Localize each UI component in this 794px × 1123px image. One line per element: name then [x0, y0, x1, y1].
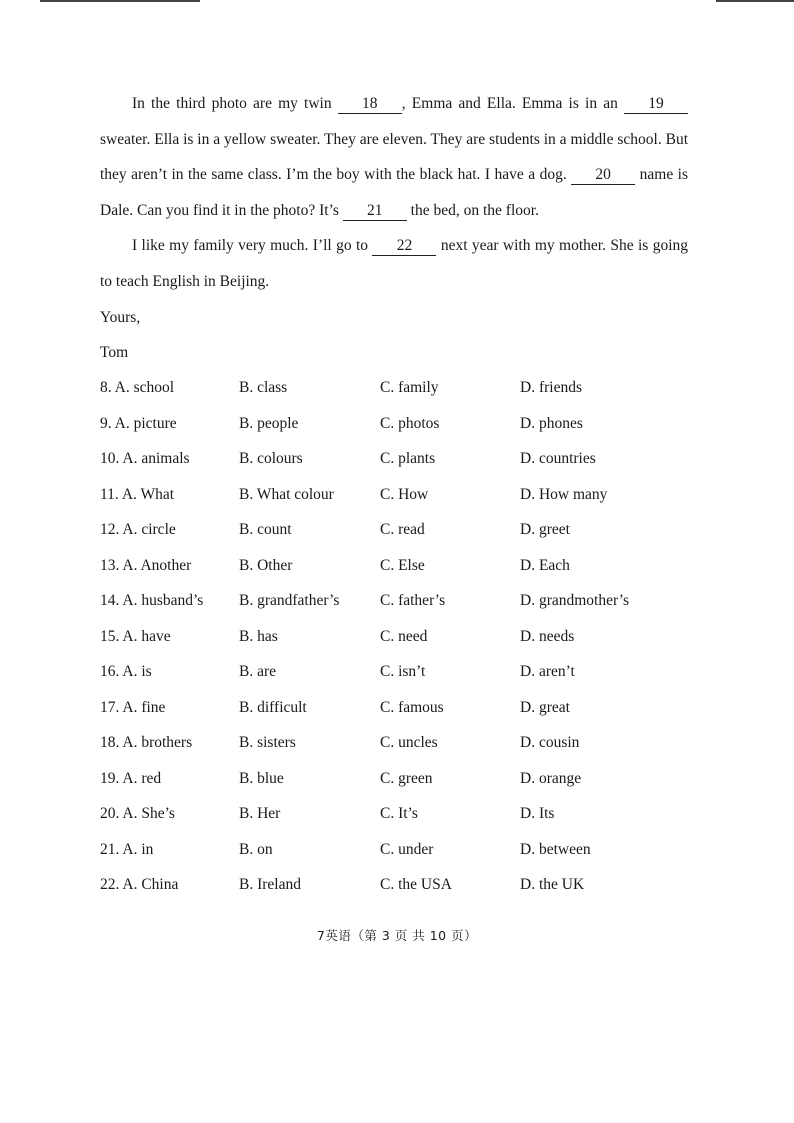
option-choice[interactable]: 20. A. She’s: [100, 805, 175, 822]
option-choice[interactable]: D. aren’t: [520, 663, 575, 680]
passage-text: In the third photo are my twin: [132, 95, 338, 112]
option-choice[interactable]: 12. A. circle: [100, 521, 176, 538]
page-footer: 7英语（第 3 页 共 10 页）: [316, 928, 478, 943]
option-choice[interactable]: C. under: [380, 840, 434, 858]
passage-text: I like my family very much. I’ll go to: [132, 237, 373, 254]
option-choice[interactable]: 10. A. animals: [100, 450, 190, 467]
answer-blank[interactable]: 18: [338, 95, 402, 114]
option-choice[interactable]: 9. A. picture: [100, 414, 177, 432]
question-row: [100, 557, 700, 581]
option-choice[interactable]: B. grandfather’s: [239, 592, 340, 609]
question-row: [100, 805, 700, 829]
option-choice[interactable]: C. family: [380, 379, 439, 396]
option-choice[interactable]: D. How many: [520, 485, 608, 503]
question-row: [100, 628, 700, 652]
option-choice[interactable]: C. green: [380, 769, 433, 787]
option-choice[interactable]: B. count: [239, 521, 292, 538]
option-choice[interactable]: C. Else: [380, 556, 425, 574]
question-row: [100, 699, 700, 723]
option-choice[interactable]: 21. A. in: [100, 840, 154, 858]
signature: Tom: [100, 344, 129, 361]
option-choice[interactable]: C. It’s: [380, 805, 418, 822]
option-choice[interactable]: B. Ireland: [239, 876, 301, 893]
option-choice[interactable]: D. the UK: [520, 876, 585, 893]
option-choice[interactable]: 11. A. What: [100, 485, 175, 503]
scan-edge-line: [40, 0, 200, 2]
option-choice[interactable]: D. Its: [520, 805, 555, 822]
passage-text: next year with my mother. She is going to teach English in Beijing.: [100, 237, 689, 290]
answer-blank[interactable]: 20: [571, 166, 635, 185]
option-choice[interactable]: C. photos: [380, 414, 440, 432]
question-row: [100, 415, 700, 439]
option-choice[interactable]: D. Each: [520, 556, 570, 574]
option-choice[interactable]: B. are: [239, 663, 277, 680]
option-choice[interactable]: B. What colour: [239, 485, 334, 503]
question-row: [100, 379, 700, 403]
option-choice[interactable]: B. has: [239, 627, 278, 645]
answer-blank[interactable]: 22: [372, 237, 436, 256]
option-choice[interactable]: 17. A. fine: [100, 698, 166, 716]
option-choice[interactable]: 22. A. China: [100, 876, 179, 893]
question-row: [100, 486, 700, 510]
option-choice[interactable]: 8. A. school: [100, 379, 175, 396]
option-choice[interactable]: C. plants: [380, 450, 436, 467]
option-choice[interactable]: 18. A. brothers: [100, 734, 193, 751]
option-choice[interactable]: B. colours: [239, 450, 303, 467]
passage-text: the bed, on the floor.: [406, 201, 539, 219]
option-choice[interactable]: D. cousin: [520, 734, 580, 751]
option-choice[interactable]: 14. A. husband’s: [100, 592, 204, 609]
option-choice[interactable]: C. father’s: [380, 592, 446, 609]
option-choice[interactable]: C. isn’t: [380, 663, 426, 680]
option-choice[interactable]: B. people: [239, 414, 299, 432]
question-row: [100, 770, 700, 794]
option-choice[interactable]: B. class: [239, 379, 288, 396]
answer-blank[interactable]: 19: [624, 95, 688, 114]
option-choice[interactable]: B. sisters: [239, 734, 296, 751]
option-choice[interactable]: 15. A. have: [100, 627, 171, 645]
option-choice[interactable]: C. the USA: [380, 876, 452, 893]
passage-paragraph-1: [100, 86, 688, 228]
option-choice[interactable]: 16. A. is: [100, 663, 152, 680]
option-choice[interactable]: D. orange: [520, 769, 582, 787]
question-row: [100, 592, 700, 616]
answer-blank[interactable]: 21: [343, 202, 407, 221]
option-choice[interactable]: C. How: [380, 485, 429, 503]
question-row: [100, 521, 700, 545]
passage-text: sweater. Ella is in a yellow sweater. They are eleven. They are students in a middle school. But they aren’t in the same class. I’m the boy with the black hat. I have a dog.: [100, 130, 688, 183]
option-choice[interactable]: D. between: [520, 840, 591, 858]
option-choice[interactable]: B. Her: [239, 805, 281, 822]
option-choice[interactable]: C. famous: [380, 698, 444, 716]
option-choice[interactable]: D. phones: [520, 414, 583, 432]
question-row: [100, 876, 700, 900]
closing: Yours,: [100, 309, 141, 326]
scan-edge-line: [716, 0, 794, 2]
passage-text: name is Dale. Can you find it in the photo? It’s: [100, 166, 689, 219]
option-choice[interactable]: 19. A. red: [100, 769, 162, 787]
question-row: [100, 841, 700, 865]
option-choice[interactable]: 13. A. Another: [100, 556, 192, 574]
option-choice[interactable]: D. needs: [520, 627, 575, 645]
option-choice[interactable]: C. need: [380, 627, 428, 645]
option-choice[interactable]: C. read: [380, 521, 425, 538]
option-choice[interactable]: D. grandmother’s: [520, 592, 630, 609]
option-choice[interactable]: D. great: [520, 698, 570, 716]
option-choice[interactable]: B. difficult: [239, 698, 307, 716]
option-choice[interactable]: D. greet: [520, 521, 570, 538]
question-row: [100, 450, 700, 474]
option-choice[interactable]: B. Other: [239, 556, 293, 574]
option-choice[interactable]: D. countries: [520, 450, 596, 467]
passage-paragraph-2: [100, 228, 688, 299]
option-choice[interactable]: B. on: [239, 840, 273, 858]
passage-text: , Emma and Ella. Emma is in an: [401, 95, 624, 112]
option-choice[interactable]: D. friends: [520, 379, 582, 396]
option-choice[interactable]: C. uncles: [380, 734, 438, 751]
option-choice[interactable]: B. blue: [239, 769, 284, 787]
question-row: [100, 663, 700, 687]
question-row: [100, 734, 700, 758]
